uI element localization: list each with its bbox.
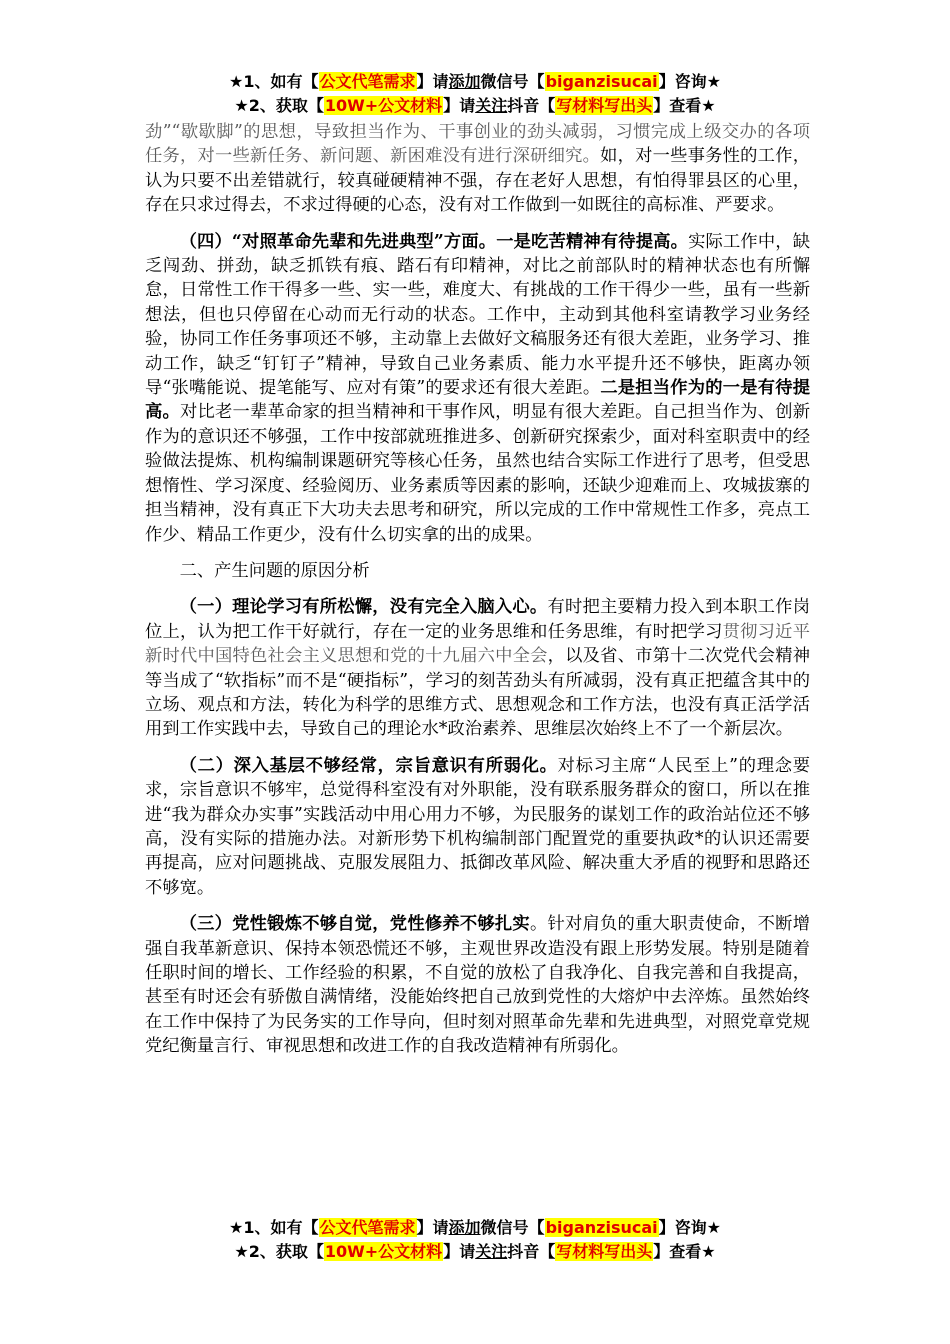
- banner-underlined: 关注: [475, 96, 508, 115]
- banner-text: 】请: [416, 72, 449, 91]
- banner-text: 】查看★: [653, 96, 716, 115]
- highlight-ghostwriting: 公文代笔需求: [319, 72, 416, 91]
- text-gray: 劲”“歇歇脚”的思想，导致担当作为、干事创业的劲头减弱，习惯完成上级交办的各项任务，对一些新任务、新问题、新困难没有进行深研细究。: [145, 122, 810, 167]
- banner-text: 】请: [416, 1218, 449, 1237]
- banner-text: 抖音【: [507, 96, 556, 115]
- banner-underlined: 关注: [475, 1242, 508, 1261]
- highlight-wechat-id: biganzisucai: [545, 72, 658, 91]
- banner-line-2: [0, 94, 950, 118]
- banner-text: 】咨询★: [658, 1218, 721, 1237]
- banner-text: 】查看★: [653, 1242, 716, 1261]
- paragraph-cause-3: [145, 912, 810, 1058]
- highlight-materials: 10W+公文材料: [324, 1242, 443, 1261]
- highlight-materials: 10W+公文材料: [324, 96, 443, 115]
- text: 。针对肩负的重大职责使命，不断增强自我革新意识、保持本领恐慌还不够，主观世界改造没有跟上形势发展。特别是随着任职时间的增长、工作经验的积累，不自觉的放松了自我净化、自我完善和自我提高，甚至有时还会有骄傲自满情绪，没能始终把自己放到党性的大熔炉中去淬炼。虽然始终在工作中保持了为民务实的工作导向，但时刻对照革命先辈和先进典型，对照党章党规党纪衡量言行、审视思想和改进工作的自我改造精神有所弱化。: [145, 914, 810, 1057]
- bold-heading: （二）深入基层不够经常，宗旨意识有所弱化。: [179, 755, 558, 776]
- text: 对比老一辈革命家的担当精神和干事作风，明显有很大差距。自己担当作为、创新作为的意识还不够强，工作中按部就班推进多、创新研究探索少，面对科室职责中的经验做法提炼、机构编制课题研究等核心任务，虽然也结合实际工作进行了思考，但受思想惰性、学习深度、经验阅历、业务素质等因素的影响，还缺少迎难而上、攻城拔寨的担当精神，没有真正下大功夫去思考和研究，所以完成的工作中常规性工作多，亮点工作少、精品工作更少，没有什么切实拿的出的成果。: [145, 402, 810, 545]
- highlight-douyin-account: 写材料写出头: [556, 1242, 653, 1261]
- banner-text: 微信号【: [480, 1218, 545, 1237]
- banner-line-1: [0, 1216, 950, 1240]
- banner-line-2: [0, 1240, 950, 1264]
- banner-text: ★2、获取【: [234, 96, 324, 115]
- banner-text: ★1、如有【: [229, 72, 319, 91]
- bold-heading: （三）党性锻炼不够自觉，党性修养不够扎实: [179, 914, 530, 935]
- banner-text: 】请: [443, 96, 476, 115]
- bold-heading: （四）“对照革命先辈和先进典型”方面。一是吃苦精神有待提高。: [179, 231, 689, 252]
- banner-line-1: [0, 70, 950, 94]
- section-heading-2: 二、产生问题的原因分析: [179, 560, 370, 581]
- paragraph-section-4: [145, 230, 810, 547]
- banner-text: 抖音【: [507, 1242, 556, 1261]
- text: 有时把主要精力投入到本职工作岗位上，认为把工作干好就行，存在一定的业务思维和任务思维，有时把学习: [145, 597, 810, 642]
- highlight-wechat-id: biganzisucai: [545, 1218, 658, 1237]
- paragraph-cause-1: [145, 595, 810, 741]
- text-gray: 贯彻习近平新时代中国特色社会主义思想和党的十九届六中全会: [145, 621, 810, 667]
- text: 对标习主席“人民至上”的理念要求，宗旨意识不够牢，总觉得科室没有对外职能，没有联系服务群众的窗口，所以在推进“我为群众办实事”实践活动中用心用力不够，为民服务的谋划工作的政治站位还不够高，没有实际的措施办法。对新形势下机构编制部门配置党的重要执政*的认识还需要再提高，应对问题挑战、克服发展阻力、抵御改革风险、解决重大矛盾的视野和思路还不够宽。: [145, 755, 810, 898]
- banner-text: ★1、如有【: [229, 1218, 319, 1237]
- banner-text: ★2、获取【: [234, 1242, 324, 1261]
- paragraph-continuation: [145, 120, 810, 218]
- banner-text: 】咨询★: [658, 72, 721, 91]
- promo-banner-top: [0, 70, 950, 118]
- text: 实际工作中，缺乏闯劲、拼劲，缺乏抓铁有痕、踏石有印精神，对比之前部队时的精神状态也有所懈怠，日常性工作干得多一些、实一些，难度大、有挑战的工作干得少一些，虽有一些新想法，但也只停留在心动而无行动的状态。工作中，主动到其他科室请教学习业务经验，协同工作任务事项还不够，主动靠上去做好文稿服务还有很大差距，业务学习、推动工作，缺乏“钉钉子”精神，导致自己业务素质、能力水平提升还不够快，距离办领导“张嘴能说、提笔能写、应对有策”的要求还有很大差距。: [145, 231, 810, 399]
- banner-underlined: 添加: [448, 1218, 481, 1237]
- paragraph-cause-2: [145, 754, 810, 900]
- text: 如，对一些事务性的工作，认为只要不出差错就行，较真碰硬精神不强，存在老好人思想，有怕得罪县区的心里，存在只求过得去，不求过得硬的心态，没有对工作做到一如既往的高标准、严要求。: [145, 146, 810, 216]
- banner-underlined: 添加: [448, 72, 481, 91]
- bold-heading: 二是担当作为的一是有待提高。: [145, 378, 810, 423]
- promo-banner-bottom: [0, 1216, 950, 1264]
- banner-text: 】请: [443, 1242, 476, 1261]
- highlight-ghostwriting: 公文代笔需求: [319, 1218, 416, 1237]
- banner-text: 微信号【: [480, 72, 545, 91]
- document-body: [145, 120, 810, 1059]
- bold-heading: （一）理论学习有所松懈，没有完全入脑入心。: [179, 597, 548, 618]
- highlight-douyin-account: 写材料写出头: [556, 96, 653, 115]
- text: ，以及省、市第十二次党代会精神等当成了“软指标”而不是“硬指标”，学习的刻苦劲头有所减弱，没有真正把蕴含其中的立场、观点和方法，转化为科学的思维方式、思想观念和工作方法，也没有真正活学活用到工作实践中去，导致自己的理论水*政治素养、思维层次始终上不了一个新层次。: [145, 646, 810, 740]
